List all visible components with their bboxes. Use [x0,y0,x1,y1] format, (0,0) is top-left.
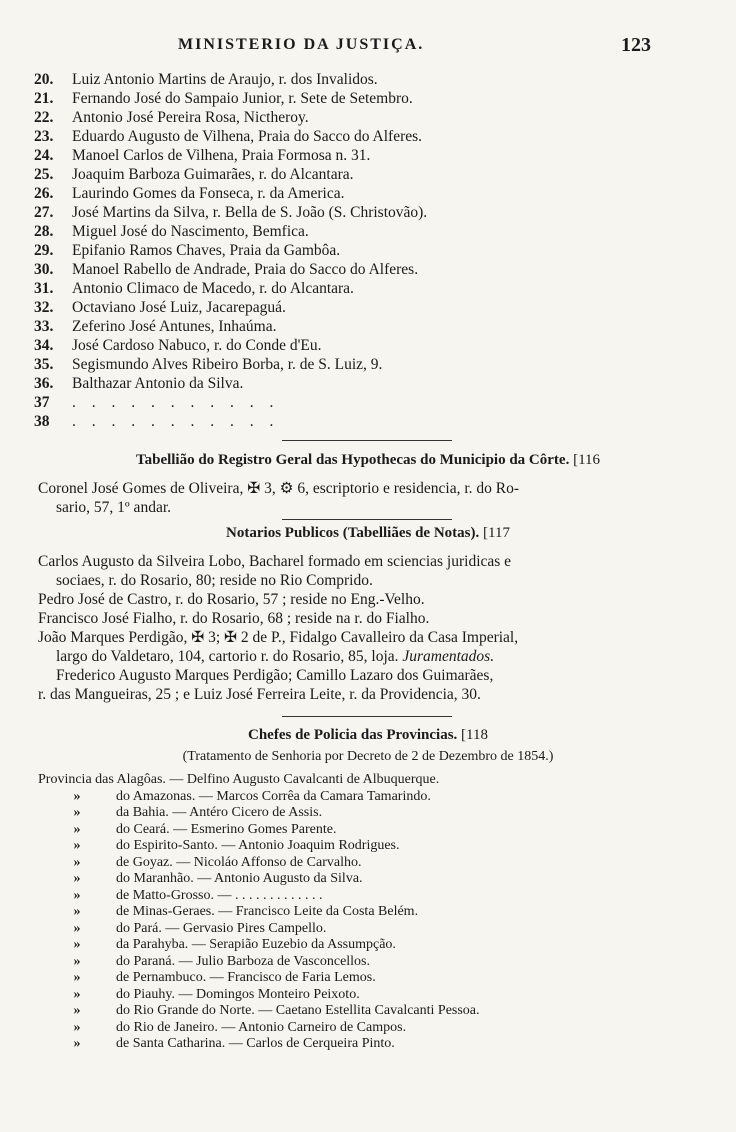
list-item: 21. Fernando José do Sampaio Junior, r. Sete de Setembro. [34,90,413,107]
list-item: 30. Manoel Rabello de Andrade, Praia do Sacco do Alferes. [34,261,419,278]
list-item: 33. Zeferino José Antunes, Inhaúma. [34,318,277,335]
page-number: 123 [621,34,651,56]
section-subtitle-chefes: (Tratamento de Senhoria por Decreto de 2 de Dezembro de 1854.) [182,749,554,764]
list-item: 29. Epifanio Ramos Chaves, Praia da Gambôa. [34,242,341,259]
list-item: » de Minas-Geraes. — Francisco Leite da Costa Belém. [73,904,419,919]
list-item: 34. José Cardoso Nabuco, r. do Conde d'Eu. [34,337,322,354]
list-item: 31. Antonio Climaco de Macedo, r. do Alcantara. [34,280,354,297]
list-item: 24. Manoel Carlos de Vilhena, Praia Formosa n. 31. [34,147,371,164]
list-item: » do Pará. — Gervasio Pires Campello. [73,920,327,936]
list-item: » de Pernambuco. — Francisco de Faria Lemos. [73,970,376,985]
page-header [0,36,736,60]
list-item: » de Matto-Grosso. — . . . . . . . . . . . . . [73,887,323,903]
numbered-list [34,70,674,431]
list-item: » do Piauhy. — Domingos Monteiro Peixoto. [73,986,360,1002]
section-title-hypothecas: Tabellião do Registro Geral das Hypothecas do Municipio da Côrte. [116 [135,452,601,468]
list-item: 36. Balthazar Antonio da Silva. [34,375,244,392]
list-item: » do Maranhão. — Antonio Augusto da Silva. [73,871,363,886]
section-title-chefes: Chefes de Policia das Provincias. [118 [248,727,488,743]
hypothecas-entry: Coronel José Gomes de Oliveira, ✠ 3, ⚙ 6, escriptorio e residencia, r. do Ro- sario, 57, 1º andar. [38,480,520,516]
list-item: 22. Antonio José Pereira Rosa, Nictheroy. [34,109,309,126]
list-item: 23. Eduardo Augusto de Vilhena, Praia do Sacco do Alferes. [34,128,423,145]
section-rule [282,519,452,520]
list-item: » do Amazonas. — Marcos Corrêa da Camara Tamarindo. [73,788,431,804]
section-title-notarios: Notarios Publicos (Tabelliães de Notas). [117 [226,525,510,541]
list-item: 27. José Martins da Silva, r. Bella de S. João (S. Christovão). [34,204,428,221]
list-item: » do Paraná. — Julio Barboza de Vasconcellos. [73,953,371,969]
section-rule [282,440,452,441]
list-item: 25. Joaquim Barboza Guimarães, r. do Alcantara. [34,166,354,183]
list-item: » do Rio Grande do Norte. — Caetano Estellita Cavalcanti Pessoa. [73,1003,480,1018]
provinces-list [38,772,678,1053]
notarios-entries: Carlos Augusto da Silveira Lobo, Bacharel formado em sciencias juridicas e sociaes, r. do Rosario, 80; reside no Rio Comprido. Pedro José de Castro, r. do Rosario, 57 ; reside no Eng.-Velho. Francisco José Fialho, r. do Rosario, 68 ; reside na r. do Fialho. João Marques Perdigão, ✠ 3; ✠ 2 de P., Fidalgo Cavalleiro da Casa Imperial, largo do Valdetaro, 104, cartorio r. do Rosario, 85, loja. Juramentados. Frederico Augusto Marques Perdigão; Camillo Lazaro dos Guimarães, r. das Mangueiras, 25 ; e Luiz José Ferreira Leite, r. da Providencia, 30. [38,553,519,703]
list-item: » de Goyaz. — Nicoláo Affonso de Carvalho. [73,854,362,870]
list-item: 35. Segismundo Alves Ribeiro Borba, r. de S. Luiz, 9. [34,356,383,373]
list-item: 37 . . . . . . . . . . . [34,394,280,411]
list-item: » de Santa Catharina. — Carlos de Cerqueira Pinto. [73,1036,395,1051]
section-rule [282,716,452,717]
list-item: Provincia das Alagôas. — Delfino Augusto Cavalcanti de Albuquerque. [38,772,440,787]
list-item: 38 . . . . . . . . . . . [34,413,280,430]
list-item: » da Parahyba. — Serapião Euzebio da Assumpção. [73,937,396,952]
running-title: MINISTERIO DA JUSTIÇA. [178,36,425,53]
list-item: 32. Octaviano José Luiz, Jacarepaguá. [34,299,286,316]
list-item: » da Bahia. — Antéro Cicero de Assis. [73,805,323,820]
list-item: » do Ceará. — Esmerino Gomes Parente. [73,821,337,837]
list-item: 28. Miguel José do Nascimento, Bemfica. [34,223,309,240]
list-item: 20. Luiz Antonio Martins de Araujo, r. dos Invalidos. [34,71,378,88]
list-item: 26. Laurindo Gomes da Fonseca, r. da America. [34,185,345,202]
list-item: » do Rio de Janeiro. — Antonio Carneiro de Campos. [73,1019,407,1035]
list-item: » do Espirito-Santo. — Antonio Joaquim Rodrigues. [73,838,400,853]
